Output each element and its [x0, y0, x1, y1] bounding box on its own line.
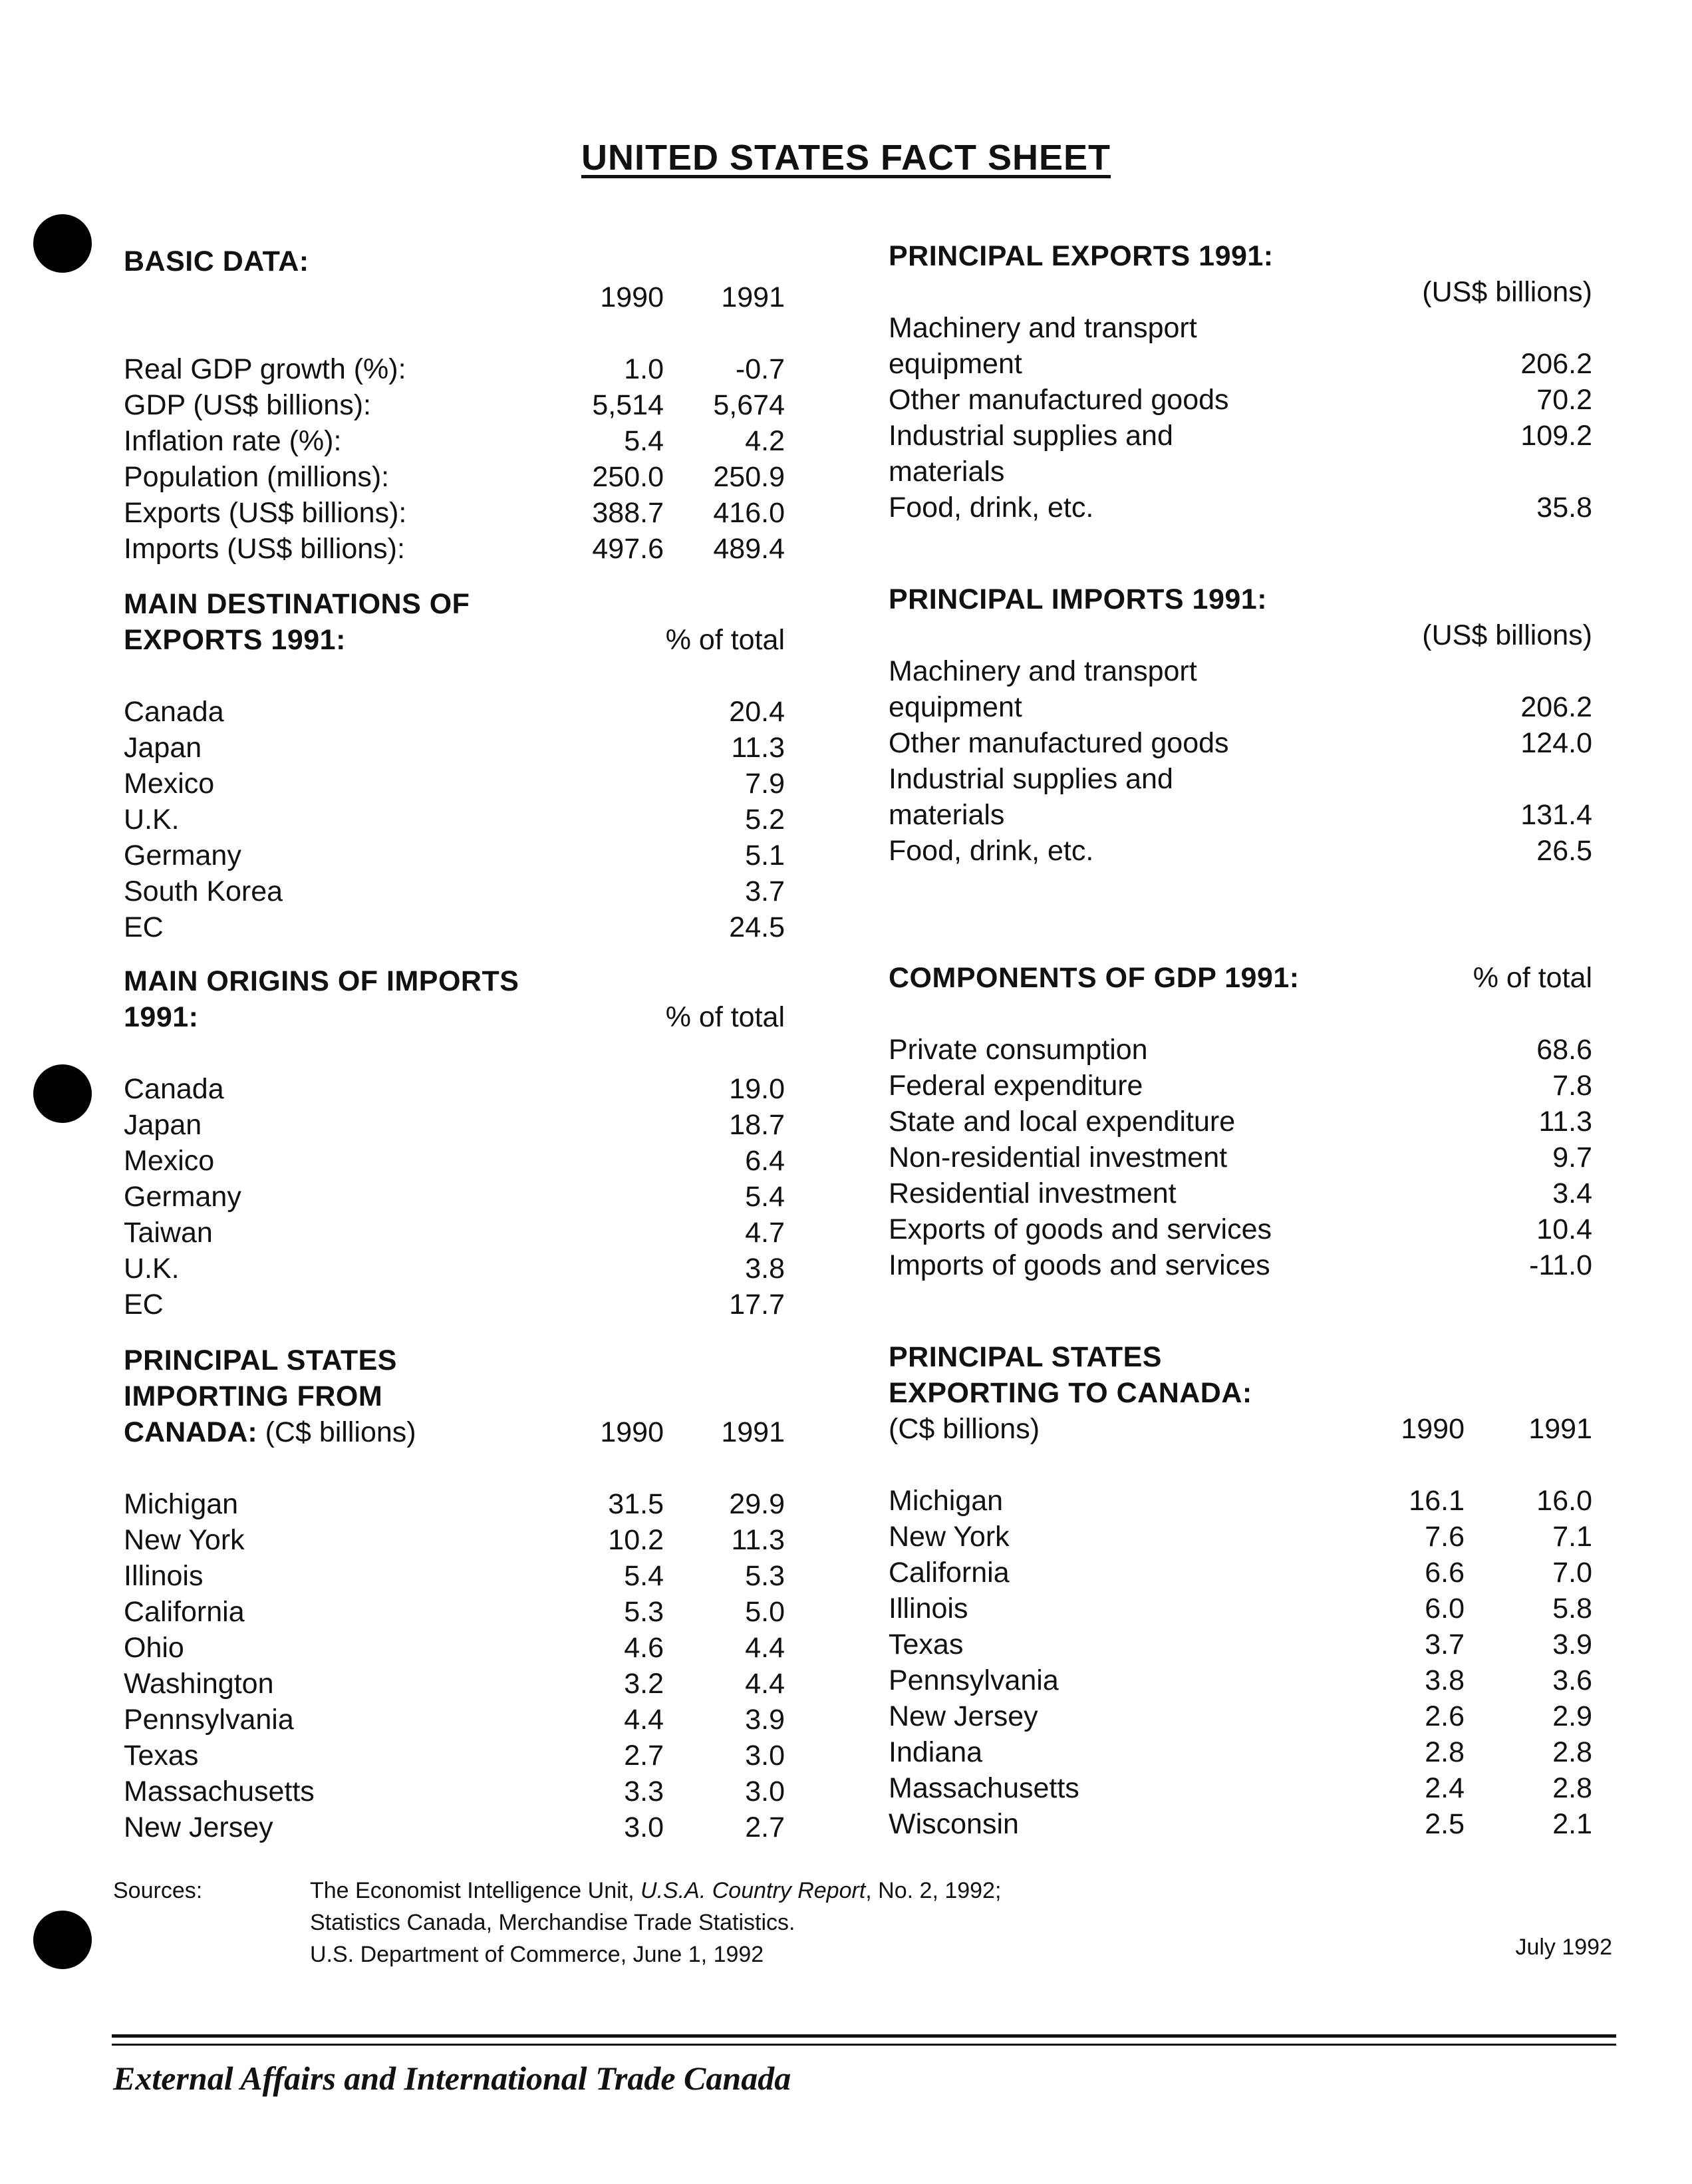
- source-line: U.S. Department of Commerce, June 1, 1992: [310, 1942, 764, 1967]
- row-label: California: [889, 1557, 1010, 1589]
- row-label: Mexico: [124, 1145, 215, 1177]
- row-label: New Jersey: [124, 1811, 273, 1843]
- row-label: Other manufactured goods: [889, 727, 1229, 759]
- source-line: Statistics Canada, Merchandise Trade Statistics.: [310, 1910, 795, 1935]
- value-1990: 2.8: [1425, 1736, 1465, 1768]
- table-row: [124, 1774, 785, 1809]
- row-value: 5.1: [745, 840, 785, 871]
- value-1990: 31.5: [608, 1488, 664, 1520]
- import-origins-section: [124, 963, 785, 1323]
- table-row: [124, 351, 785, 387]
- value-1991: 250.9: [713, 461, 785, 493]
- divider: [112, 2034, 1616, 2038]
- states-importing-section: [124, 1342, 785, 1845]
- column-header: 1990: [1401, 1413, 1465, 1445]
- table-row: [124, 873, 785, 909]
- value-1991: 16.0: [1536, 1485, 1592, 1517]
- row-value: 109.2: [1520, 420, 1592, 452]
- row-label: Illinois: [889, 1593, 968, 1625]
- table-row: [889, 833, 1592, 869]
- row-label: Mexico: [124, 768, 215, 800]
- table-row: [124, 1630, 785, 1666]
- section-heading: PRINCIPAL STATES: [889, 1341, 1162, 1373]
- punch-hole: [33, 1064, 92, 1123]
- section-heading: MAIN DESTINATIONS OF: [124, 588, 470, 620]
- row-value: 206.2: [1520, 348, 1592, 380]
- table-row: [124, 909, 785, 945]
- value-1991: 7.0: [1552, 1557, 1592, 1589]
- row-value: 3.8: [745, 1253, 785, 1285]
- value-1990: 5,514: [592, 389, 664, 421]
- value-1990: 2.4: [1425, 1772, 1465, 1804]
- row-value: 206.2: [1520, 691, 1592, 723]
- row-label: New York: [889, 1521, 1010, 1553]
- table-row: [889, 1734, 1592, 1770]
- row-label: Real GDP growth (%):: [124, 353, 406, 385]
- principal-imports-section: [889, 581, 1592, 869]
- row-label: GDP (US$ billions):: [124, 389, 371, 421]
- row-label: Population (millions):: [124, 461, 390, 493]
- table-row: [889, 689, 1592, 725]
- value-1990: 3.2: [624, 1668, 664, 1700]
- unit-label: (C$ billions): [889, 1413, 1040, 1445]
- row-label: Industrial supplies and: [889, 420, 1173, 452]
- value-1990: 16.1: [1409, 1485, 1465, 1517]
- row-value: 5.2: [745, 804, 785, 836]
- row-label: Taiwan: [124, 1217, 213, 1249]
- unit-label: % of total: [665, 1001, 785, 1033]
- value-1990: 5.4: [624, 1560, 664, 1592]
- section-heading: PRINCIPAL IMPORTS 1991:: [889, 583, 1268, 615]
- table-row: [889, 1519, 1592, 1555]
- row-value: 26.5: [1536, 835, 1592, 867]
- row-value: 24.5: [729, 911, 785, 943]
- row-label: Washington: [124, 1668, 274, 1700]
- row-label: Ohio: [124, 1632, 184, 1664]
- column-header: 1991: [721, 1416, 785, 1448]
- row-label: U.K.: [124, 804, 180, 836]
- section-heading: MAIN ORIGINS OF IMPORTS: [124, 965, 519, 997]
- footer-publisher: External Affairs and International Trade Canada: [113, 2060, 791, 2097]
- row-value: 3.4: [1552, 1177, 1592, 1209]
- row-label: EC: [124, 1289, 164, 1321]
- row-label: EC: [124, 911, 164, 943]
- value-1991: 3.9: [1552, 1629, 1592, 1660]
- page-title: UNITED STATES FACT SHEET: [581, 138, 1111, 178]
- row-label: Machinery and transport: [889, 655, 1197, 687]
- table-row: [889, 310, 1592, 346]
- value-1990: 10.2: [608, 1524, 664, 1556]
- row-value: 68.6: [1536, 1034, 1592, 1066]
- unit-label: % of total: [665, 624, 785, 656]
- value-1991: 3.0: [745, 1776, 785, 1807]
- value-1991: 5.8: [1552, 1593, 1592, 1625]
- row-label: Imports of goods and services: [889, 1249, 1270, 1281]
- value-1990: 250.0: [592, 461, 664, 493]
- table-row: [124, 1486, 785, 1522]
- table-row: [124, 1215, 785, 1251]
- punch-hole: [33, 1911, 92, 1969]
- row-label: State and local expenditure: [889, 1106, 1236, 1138]
- value-1991: 2.8: [1552, 1772, 1592, 1804]
- table-row: [889, 454, 1592, 490]
- column-header: 1990: [600, 1416, 664, 1448]
- row-value: 17.7: [729, 1289, 785, 1321]
- row-label: Japan: [124, 1109, 202, 1141]
- table-row: [889, 1211, 1592, 1247]
- row-value: 35.8: [1536, 492, 1592, 524]
- table-row: [889, 1698, 1592, 1734]
- value-1990: 6.0: [1425, 1593, 1465, 1625]
- value-1991: 11.3: [731, 1524, 785, 1556]
- table-row: [889, 797, 1592, 833]
- table-row: [124, 1558, 785, 1594]
- value-1991: 3.0: [745, 1740, 785, 1772]
- row-label: Germany: [124, 1181, 241, 1213]
- table-row: [124, 1738, 785, 1774]
- section-heading: COMPONENTS OF GDP 1991:: [889, 962, 1300, 994]
- table-row: [889, 1591, 1592, 1627]
- table-row: [889, 653, 1592, 689]
- row-label: Other manufactured goods: [889, 384, 1229, 416]
- row-label: Germany: [124, 840, 241, 871]
- row-value: -11.0: [1529, 1249, 1592, 1281]
- row-label: Michigan: [124, 1488, 239, 1520]
- basic-data-section: [124, 243, 785, 567]
- table-row: [124, 694, 785, 730]
- row-value: 5.4: [745, 1181, 785, 1213]
- row-label: Food, drink, etc.: [889, 835, 1094, 867]
- table-row: [124, 1107, 785, 1143]
- publication-date: July 1992: [1515, 1935, 1612, 1960]
- value-1990: 3.7: [1425, 1629, 1465, 1660]
- table-row: [889, 1175, 1592, 1211]
- unit-label: (US$ billions): [1422, 619, 1592, 651]
- section-heading: CANADA:: [124, 1416, 257, 1448]
- value-1991: 5.0: [745, 1596, 785, 1628]
- column-header: 1991: [1528, 1413, 1592, 1445]
- row-label: Illinois: [124, 1560, 204, 1592]
- table-row: [889, 1104, 1592, 1140]
- row-label: Canada: [124, 696, 224, 728]
- table-row: [889, 1032, 1592, 1068]
- value-1991: 489.4: [713, 533, 785, 565]
- row-label: Texas: [889, 1629, 964, 1660]
- value-1990: 3.8: [1425, 1664, 1465, 1696]
- row-label: equipment: [889, 348, 1022, 380]
- table-row: [124, 1071, 785, 1107]
- row-label: Exports (US$ billions):: [124, 497, 407, 529]
- value-1991: 5,674: [713, 389, 785, 421]
- table-row: [889, 382, 1592, 418]
- table-row: [889, 1068, 1592, 1104]
- table-row: [124, 1179, 785, 1215]
- row-value: 4.7: [745, 1217, 785, 1249]
- value-1990: 1.0: [624, 353, 664, 385]
- row-value: 6.4: [745, 1145, 785, 1177]
- value-1990: 5.4: [624, 425, 664, 457]
- row-label: Indiana: [889, 1736, 983, 1768]
- states-exporting-section: [889, 1339, 1592, 1842]
- value-1990: 497.6: [592, 533, 664, 565]
- row-value: 70.2: [1536, 384, 1592, 416]
- row-label: New York: [124, 1524, 245, 1556]
- row-label: Industrial supplies and: [889, 763, 1173, 795]
- row-value: 7.8: [1552, 1070, 1592, 1102]
- row-value: 124.0: [1520, 727, 1592, 759]
- table-row: [889, 1627, 1592, 1662]
- table-row: [889, 490, 1592, 526]
- value-1990: 2.6: [1425, 1700, 1465, 1732]
- table-row: [124, 1143, 785, 1179]
- value-1991: 29.9: [729, 1488, 785, 1520]
- table-row: [124, 1809, 785, 1845]
- section-heading: BASIC DATA:: [124, 245, 309, 277]
- row-value: 7.9: [745, 768, 785, 800]
- row-label: Imports (US$ billions):: [124, 533, 405, 565]
- unit-label: (US$ billions): [1422, 276, 1592, 308]
- row-label: materials: [889, 799, 1005, 831]
- row-value: 3.7: [745, 875, 785, 907]
- row-value: 9.7: [1552, 1142, 1592, 1173]
- section-heading: EXPORTING TO CANADA:: [889, 1377, 1252, 1409]
- row-label: California: [124, 1596, 245, 1628]
- section-heading: 1991:: [124, 1001, 199, 1033]
- row-label: Exports of goods and services: [889, 1213, 1272, 1245]
- section-heading: PRINCIPAL EXPORTS 1991:: [889, 240, 1274, 272]
- value-1991: 416.0: [713, 497, 785, 529]
- table-row: [889, 1555, 1592, 1591]
- row-label: Non-residential investment: [889, 1142, 1228, 1173]
- table-row: [124, 802, 785, 838]
- row-label: equipment: [889, 691, 1022, 723]
- row-label: Massachusetts: [124, 1776, 315, 1807]
- unit-label: % of total: [1473, 962, 1592, 994]
- section-heading: IMPORTING FROM: [124, 1380, 383, 1412]
- row-label: Texas: [124, 1740, 199, 1772]
- row-label: Massachusetts: [889, 1772, 1079, 1804]
- value-1990: 3.0: [624, 1811, 664, 1843]
- value-1991: 2.1: [1552, 1808, 1592, 1840]
- gdp-components-section: [889, 960, 1592, 1283]
- table-row: [124, 838, 785, 873]
- source-line: The Economist Intelligence Unit, U.S.A. Country Report, No. 2, 1992;: [310, 1878, 1002, 1903]
- table-row: [889, 1662, 1592, 1698]
- value-1990: 2.7: [624, 1740, 664, 1772]
- table-row: [889, 346, 1592, 382]
- table-row: [889, 725, 1592, 761]
- row-label: Inflation rate (%):: [124, 425, 342, 457]
- table-row: [124, 1251, 785, 1287]
- value-1990: 4.4: [624, 1704, 664, 1736]
- column-header: 1990 1991: [600, 281, 785, 313]
- table-row: [124, 1666, 785, 1702]
- table-row: [124, 1522, 785, 1558]
- table-row: [889, 1483, 1592, 1519]
- row-value: 19.0: [729, 1073, 785, 1105]
- table-row: [889, 1247, 1592, 1283]
- row-label: Canada: [124, 1073, 224, 1105]
- table-row: [889, 761, 1592, 797]
- row-value: 131.4: [1520, 799, 1592, 831]
- table-row: [124, 495, 785, 531]
- value-1991: 3.6: [1552, 1664, 1592, 1696]
- value-1990: 5.3: [624, 1596, 664, 1628]
- row-label: Japan: [124, 732, 202, 764]
- table-row: [124, 766, 785, 802]
- value-1990: 3.3: [624, 1776, 664, 1807]
- value-1990: 2.5: [1425, 1808, 1465, 1840]
- table-row: [124, 1702, 785, 1738]
- value-1991: -0.7: [735, 353, 785, 385]
- divider: [112, 2044, 1616, 2046]
- table-row: [889, 1770, 1592, 1806]
- row-value: 18.7: [729, 1109, 785, 1141]
- row-label: Residential investment: [889, 1177, 1177, 1209]
- value-1990: 6.6: [1425, 1557, 1465, 1589]
- table-row: [124, 387, 785, 423]
- table-row: [889, 1140, 1592, 1175]
- table-row: [124, 1287, 785, 1323]
- value-1991: 2.9: [1552, 1700, 1592, 1732]
- row-label: U.K.: [124, 1253, 180, 1285]
- table-row: [889, 418, 1592, 454]
- value-1991: 5.3: [745, 1560, 785, 1592]
- export-destinations-section: [124, 586, 785, 945]
- row-label: Pennsylvania: [124, 1704, 294, 1736]
- value-1990: 388.7: [592, 497, 664, 529]
- row-label: Machinery and transport: [889, 312, 1197, 344]
- table-row: [124, 531, 785, 567]
- table-row: [124, 1594, 785, 1630]
- value-1991: 7.1: [1552, 1521, 1592, 1553]
- row-label: Wisconsin: [889, 1808, 1019, 1840]
- unit-label: (C$ billions): [265, 1416, 416, 1448]
- row-label: New Jersey: [889, 1700, 1038, 1732]
- principal-exports-section: [889, 238, 1592, 526]
- row-label: Michigan: [889, 1485, 1004, 1517]
- table-row: [889, 1806, 1592, 1842]
- row-label: Federal expenditure: [889, 1070, 1143, 1102]
- row-label: Food, drink, etc.: [889, 492, 1094, 524]
- table-row: [124, 730, 785, 766]
- value-1991: 4.4: [745, 1668, 785, 1700]
- row-value: 20.4: [729, 696, 785, 728]
- row-label: South Korea: [124, 875, 283, 907]
- value-1990: 7.6: [1425, 1521, 1465, 1553]
- value-1990: 4.6: [624, 1632, 664, 1664]
- row-label: Pennsylvania: [889, 1664, 1059, 1696]
- table-row: [124, 459, 785, 495]
- table-row: [124, 423, 785, 459]
- row-label: Private consumption: [889, 1034, 1148, 1066]
- row-value: 11.3: [731, 732, 785, 764]
- section-heading: EXPORTS 1991:: [124, 624, 346, 656]
- punch-hole: [33, 214, 92, 273]
- value-1991: 2.7: [745, 1811, 785, 1843]
- value-1991: 4.2: [745, 425, 785, 457]
- row-value: 11.3: [1538, 1106, 1592, 1138]
- value-1991: 4.4: [745, 1632, 785, 1664]
- sources-label: Sources:: [113, 1878, 203, 1903]
- value-1991: 2.8: [1552, 1736, 1592, 1768]
- section-heading: PRINCIPAL STATES: [124, 1344, 397, 1376]
- row-label: materials: [889, 456, 1005, 488]
- row-value: 10.4: [1536, 1213, 1592, 1245]
- value-1991: 3.9: [745, 1704, 785, 1736]
